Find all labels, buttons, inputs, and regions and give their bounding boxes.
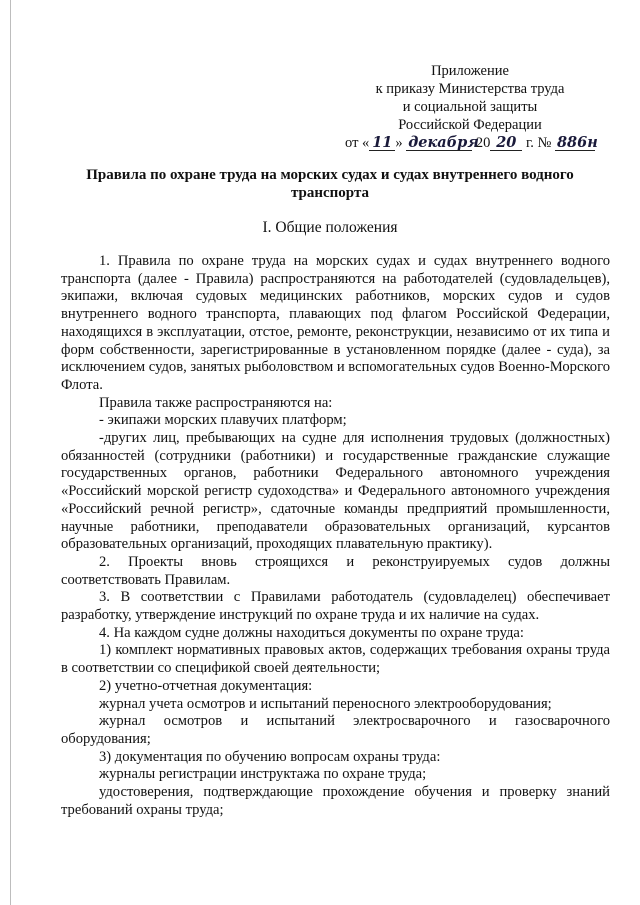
- appendix-block: [330, 62, 610, 152]
- appendix-line-2: к приказу Министерства труда: [375, 81, 565, 97]
- paragraph: 1. Правила по охране труда на морских судах и судах внутреннего водного транспорта (далее - Правила) распространяются на работодателей (судовладельцев), экипажи, включая судовых медицинских работников, морских судов и судов внутреннего водного транспорта, плавающих под флагом Российской Федерации, находящихся в эксплуатации, отстое, ремонте, реконструкции, независимо от их типа и форм собственности, зарегистрированные в установленном порядке (далее - суда), за исключением судов, занятых рыболовством и вспомогательных судов Военно-Морского Флота.: [61, 253, 611, 393]
- paragraph: 1) комплект нормативных правовых актов, содержащих требования охраны труда в соответствии со спецификой своей деятельности;: [61, 642, 610, 677]
- paragraph: -других лиц, пребывающих на судне для исполнения трудовых (должностных) обязанностей (сотрудники (работники) и государственные гражданские служащие государственных органов, работники Федерального автономного учреждения «Российский морской регистр судоходства» и Федерального автономного учреждения «Российский речной регистр», сдаточные команды предприятий промышленности, научные работники, преподаватели образовательных организаций, курсантов образовательных организаций, проходящих плавательную практику).: [61, 430, 610, 553]
- order-prefix: от «: [345, 135, 370, 151]
- document-body: [61, 253, 610, 820]
- order-year-prefix: 20: [475, 135, 491, 151]
- order-day-handwritten: 11: [369, 136, 395, 151]
- page-edge: [10, 0, 11, 905]
- order-reference: [330, 134, 610, 152]
- paragraph: журнал учета осмотров и испытаний переносного электрооборудования;: [99, 695, 552, 712]
- appendix-line-4: Российской Федерации: [398, 117, 542, 133]
- paragraph: 2. Проекты вновь строящихся и реконструируемых судов должны соответствовать Правилам.: [61, 553, 610, 588]
- section-heading: I. Общие положения: [262, 219, 398, 236]
- paragraph: 4. На каждом судне должны находиться документы по охране труда:: [99, 624, 524, 641]
- paragraph: удостоверения, подтверждающие прохождение обучения и проверку знаний требований охраны труда;: [61, 784, 610, 818]
- document-title: Правила по охране труда на морских судах и судах внутреннего водного транспорта: [86, 167, 574, 201]
- paragraph: 2) учетно-отчетная документация:: [99, 677, 313, 694]
- order-month-handwritten: декабря: [408, 134, 479, 151]
- order-number-handwritten: 886н: [556, 134, 598, 151]
- appendix-line-3: и социальной защиты: [402, 99, 538, 115]
- order-year-suffix: г. №: [525, 135, 552, 151]
- paragraph: Правила также распространяются на:: [99, 394, 333, 411]
- appendix-line-1: Приложение: [431, 63, 509, 79]
- order-year-handwritten: 20: [490, 136, 522, 151]
- paragraph: 3. В соответствии с Правилами работодатель (судовладелец) обеспечивает разработку, утверждение инструкций по охране труда и их наличие на судах.: [61, 589, 610, 624]
- paragraph: 3) документация по обучению вопросам охраны труда:: [99, 748, 441, 765]
- paragraph: - экипажи морских плавучих платформ;: [99, 412, 347, 429]
- paragraph: журналы регистрации инструктажа по охране труда;: [99, 766, 427, 783]
- paragraph: журнал осмотров и испытаний электросварочного и газосварочного оборудования;: [61, 713, 610, 747]
- order-mid: »: [395, 135, 403, 151]
